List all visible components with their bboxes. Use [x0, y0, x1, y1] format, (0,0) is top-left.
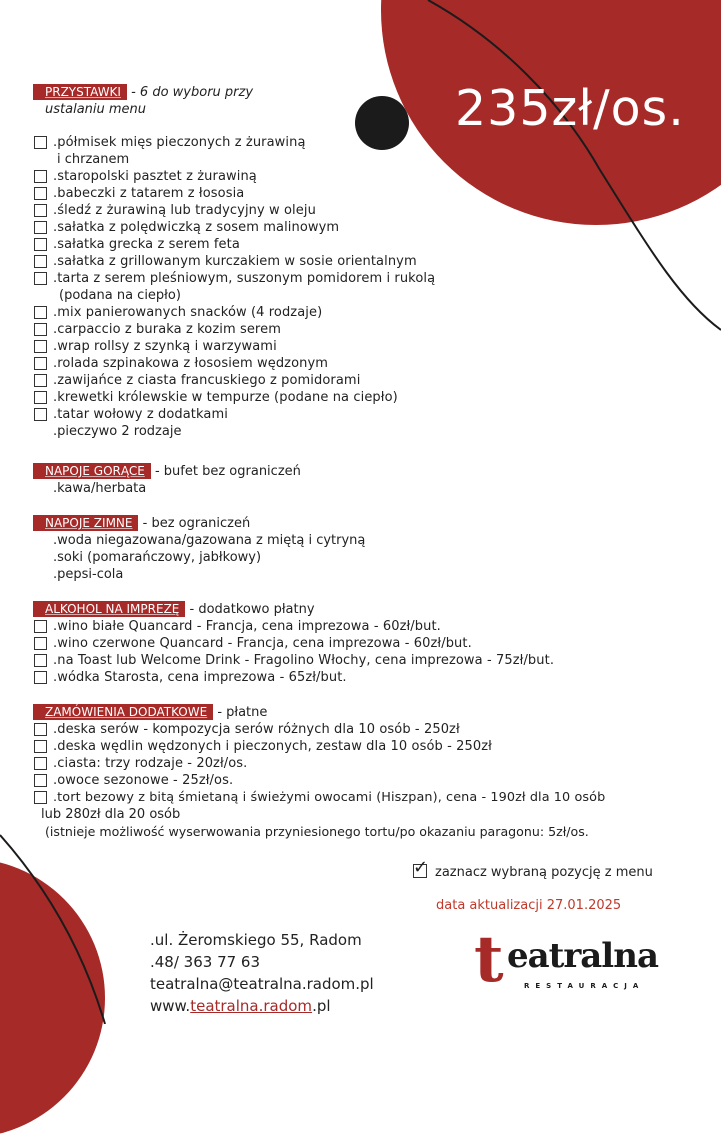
menu-item-label: .woda niegazowana/gazowana z miętą i cytryną — [53, 533, 366, 548]
menu-item-label: .tatar wołowy z dodatkami — [53, 407, 228, 422]
menu-item[interactable] — [33, 168, 435, 185]
menu-item-label: .tort bezowy z bitą śmietaną i świeżymi owocami (Hiszpan), cena - 190zł dla 10 osób — [53, 790, 606, 805]
menu-item-label: i chrzanem — [57, 152, 130, 167]
menu-item-label: (podana na ciepło) — [59, 288, 181, 303]
section-note: - bez ograniczeń — [138, 516, 251, 531]
update-date: data aktualizacji 27.01.2025 — [436, 898, 622, 913]
menu-item-plain — [33, 532, 365, 549]
menu-item[interactable] — [33, 338, 435, 355]
checkbox[interactable] — [34, 357, 47, 370]
menu-item-label: .półmisek mięs pieczonych z żurawiną — [53, 135, 306, 150]
menu-item-label: .zawijańce z ciasta francuskiego z pomidorami — [53, 373, 361, 388]
menu-item[interactable] — [33, 185, 435, 202]
menu-item-plain — [33, 423, 435, 440]
contact-block — [150, 929, 374, 1017]
menu-item-label: .babeczki z tatarem z łososia — [53, 186, 245, 201]
menu-item-label: .soki (pomarańczowy, jabłkowy) — [53, 550, 262, 565]
menu-item-label: .tarta z serem pleśniowym, suszonym pomidorem i rukolą — [53, 271, 436, 286]
checkbox[interactable] — [34, 740, 47, 753]
checkbox[interactable] — [34, 272, 47, 285]
menu-item-note — [33, 823, 605, 840]
checkbox[interactable] — [34, 187, 47, 200]
section-header: ALKOHOL NA IMPREZĘ — [33, 601, 185, 617]
menu-item[interactable] — [33, 134, 435, 151]
checkbox[interactable] — [34, 774, 47, 787]
www-name: teatralna.radom — [190, 997, 313, 1015]
logo-name: eatralna — [507, 936, 658, 976]
menu-item-cont — [33, 151, 435, 168]
section-alkohol — [33, 601, 554, 686]
menu-item-plain — [33, 480, 301, 497]
section-header: NAPOJE ZIMNE — [33, 515, 138, 531]
menu-item-cont — [33, 287, 435, 304]
phone[interactable]: .48/ 363 77 63 — [150, 953, 261, 971]
menu-item[interactable] — [33, 755, 605, 772]
section-note: - 6 do wyboru przy — [126, 85, 254, 100]
checkbox[interactable] — [34, 136, 47, 149]
checkbox[interactable] — [34, 170, 47, 183]
menu-item-label: .mix panierowanych snacków (4 rodzaje) — [53, 305, 323, 320]
checkbox[interactable] — [34, 306, 47, 319]
menu-item-label: .wrap rollsy z szynką i warzywami — [53, 339, 277, 354]
menu-item[interactable] — [33, 304, 435, 321]
checkbox[interactable] — [34, 323, 47, 336]
menu-item[interactable] — [33, 772, 605, 789]
www-prefix: www. — [150, 997, 191, 1015]
menu-item-plain — [33, 549, 365, 566]
www-suffix: .pl — [312, 997, 331, 1015]
menu-item[interactable] — [33, 635, 554, 652]
checkbox[interactable] — [34, 671, 47, 684]
checkbox[interactable] — [34, 255, 47, 268]
menu-item[interactable] — [33, 618, 554, 635]
checkbox[interactable] — [34, 723, 47, 736]
menu-item[interactable] — [33, 270, 435, 287]
menu-item-label: .staropolski pasztet z żurawiną — [53, 169, 257, 184]
logo-t: t — [474, 922, 504, 997]
checkbox[interactable] — [34, 654, 47, 667]
website-link[interactable] — [150, 995, 374, 1017]
legend — [413, 857, 653, 880]
menu-item-label: .wódka Starosta, cena imprezowa - 65zł/but. — [53, 670, 347, 685]
checked-checkbox-icon: ✓ — [413, 857, 429, 878]
menu-item-label: .kawa/herbata — [53, 481, 147, 496]
menu-item[interactable] — [33, 738, 605, 755]
section-zamowienia — [33, 704, 605, 840]
menu-item-label: .pepsi-cola — [53, 567, 124, 582]
bottom-red-circle — [0, 858, 105, 1138]
checkbox[interactable] — [34, 757, 47, 770]
menu-item[interactable] — [33, 219, 435, 236]
section-note: - dodatkowo płatny — [185, 602, 315, 617]
section-note: - bufet bez ograniczeń — [150, 464, 301, 479]
menu-item[interactable] — [33, 321, 435, 338]
checkbox[interactable] — [34, 391, 47, 404]
checkbox[interactable] — [34, 340, 47, 353]
menu-item[interactable] — [33, 202, 435, 219]
menu-item[interactable] — [33, 669, 554, 686]
menu-item-label: .krewetki królewskie w tempurze (podane na ciepło) — [53, 390, 398, 405]
address: .ul. Żeromskiego 55, Radom — [150, 931, 362, 949]
restaurant-logo — [474, 922, 694, 997]
section-header: ZAMÓWIENIA DODATKOWE — [33, 704, 213, 720]
checkbox[interactable] — [34, 791, 47, 804]
menu-item-plain — [33, 566, 365, 583]
checkbox[interactable] — [34, 408, 47, 421]
menu-item-cont — [33, 806, 605, 823]
section-note-cont: ustalaniu menu — [45, 102, 147, 117]
menu-item-label: lub 280zł dla 20 osób — [41, 807, 181, 822]
menu-item[interactable] — [33, 721, 605, 738]
checkbox[interactable] — [34, 221, 47, 234]
logo-subtitle: RESTAURACJA — [524, 982, 645, 990]
menu-item[interactable] — [33, 652, 554, 669]
menu-item-label: .owoce sezonowe - 25zł/os. — [53, 773, 234, 788]
checkbox[interactable] — [34, 620, 47, 633]
menu-item-label: .sałatka grecka z serem feta — [53, 237, 240, 252]
checkbox[interactable] — [34, 204, 47, 217]
menu-item-label: .na Toast lub Welcome Drink - Fragolino Włochy, cena imprezowa - 75zł/but. — [53, 653, 555, 668]
menu-item[interactable] — [33, 389, 435, 406]
section-header: NAPOJE GORĄCE — [33, 463, 151, 479]
menu-item-label: (istnieje możliwość wyserwowania przyniesionego tortu/po okazaniu paragonu: 5zł/os. — [45, 824, 589, 839]
legend-text: zaznacz wybraną pozycję z menu — [435, 865, 653, 880]
menu-item-label: .rolada szpinakowa z łososiem wędzonym — [53, 356, 329, 371]
menu-item-label: .wino białe Quancard - Francja, cena imprezowa - 60zł/but. — [53, 619, 441, 634]
menu-item-label: .ciasta: trzy rodzaje - 20zł/os. — [53, 756, 248, 771]
checkbox[interactable] — [34, 637, 47, 650]
section-napoje-zimne — [33, 515, 365, 583]
menu-item-label: .deska wędlin wędzonych i pieczonych, zestaw dla 10 osób - 250zł — [53, 739, 492, 754]
menu-item[interactable] — [33, 236, 435, 253]
checkbox[interactable] — [34, 238, 47, 251]
menu-item-label: .śledź z żurawiną lub tradycyjny w oleju — [53, 203, 316, 218]
section-napoje-gorace — [33, 463, 301, 497]
menu-item[interactable] — [33, 253, 435, 270]
menu-item[interactable] — [33, 789, 605, 806]
menu-item[interactable] — [33, 372, 435, 389]
email[interactable]: teatralna@teatralna.radom.pl — [150, 975, 374, 993]
checkbox[interactable] — [34, 374, 47, 387]
price-per-person: 235zł/os. — [455, 80, 685, 137]
menu-item-label: .deska serów - kompozycja serów różnych dla 10 osób - 250zł — [53, 722, 460, 737]
menu-item-label: .sałatka z grillowanym kurczakiem w sosie orientalnym — [53, 254, 417, 269]
section-header: PRZYSTAWKI — [33, 84, 127, 100]
menu-item[interactable] — [33, 355, 435, 372]
menu-item-label: .wino czerwone Quancard - Francja, cena imprezowa - 60zł/but. — [53, 636, 472, 651]
menu-item-label: .sałatka z polędwiczką z sosem malinowym — [53, 220, 340, 235]
section-note: - płatne — [213, 705, 268, 720]
section-przystawki — [33, 84, 435, 440]
menu-item-label: .pieczywo 2 rodzaje — [53, 424, 182, 439]
menu-item[interactable] — [33, 406, 435, 423]
menu-item-label: .carpaccio z buraka z kozim serem — [53, 322, 281, 337]
